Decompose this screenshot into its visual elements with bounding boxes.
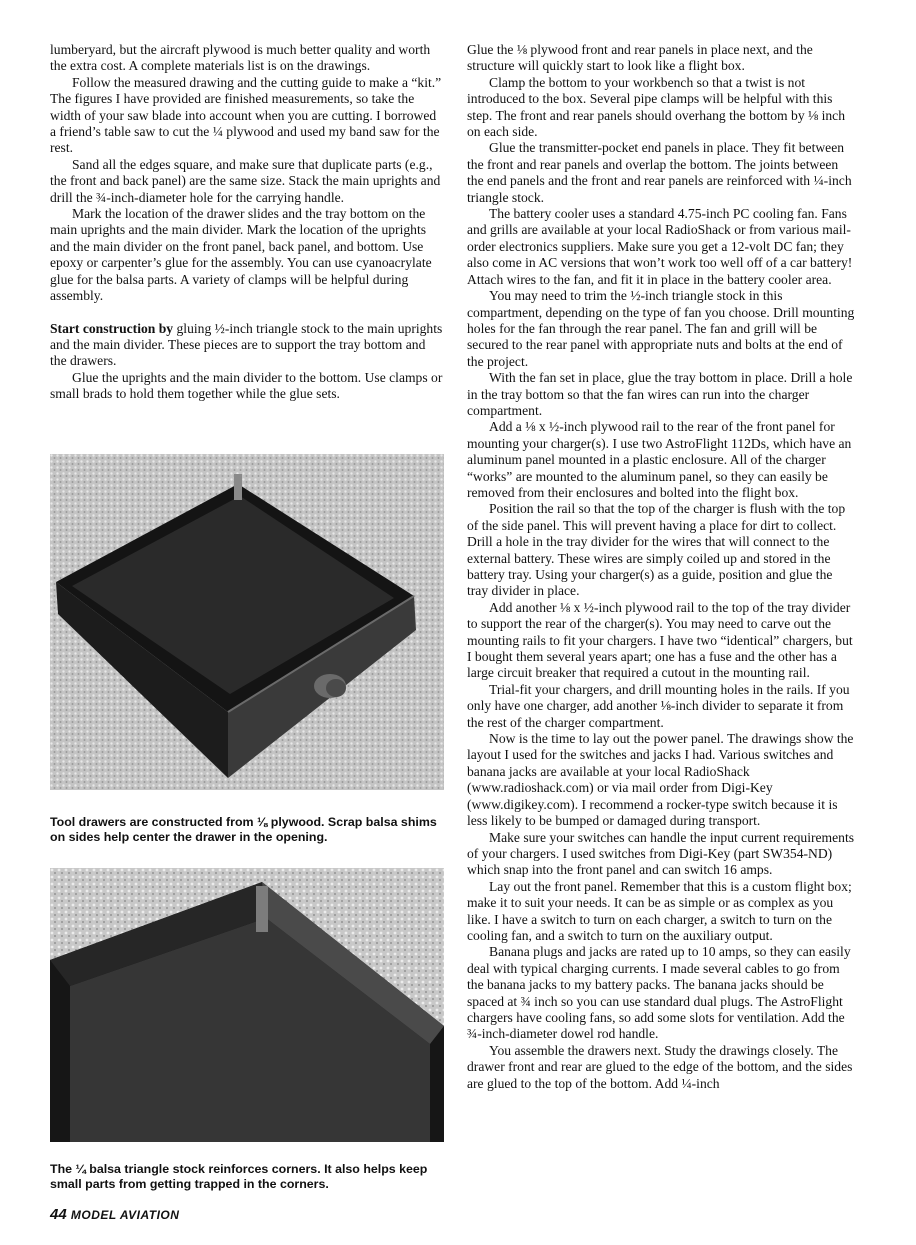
drawer-photo	[50, 454, 444, 790]
page-number: 44	[50, 1206, 67, 1223]
paragraph: Glue the ⅛ plywood front and rear panels in place next, and the structure will quickly start to look like a flight box.	[467, 42, 813, 74]
paragraph: Sand all the edges square, and make sure that duplicate parts (e.g., the front and back panel) are the same size. Stack the main uprights and drill the ¾-inch-diameter hole for the carrying handle.	[50, 156, 441, 205]
corner-photo	[50, 868, 444, 1142]
paragraph: Clamp the bottom to your workbench so that a twist is not introduced to the box. Several pipe clamps will be helpful with this step. The front and rear panels should overhang the bottom by ⅛ inch on each side.	[467, 74, 846, 140]
photo-caption: Tool drawers are constructed from ⅛ plywood. Scrap balsa shims on sides help center the drawer in the opening.	[50, 815, 437, 844]
paragraph: You assemble the drawers next. Study the drawings closely. The drawer front and rear are glued to the edge of the bottom, and the sides are glued to the top of the bottom. Add ¼-inch	[467, 1042, 853, 1091]
paragraph: With the fan set in place, glue the tray bottom in place. Drill a hole in the tray bottom so that the fan wires can run into the charger compartment.	[467, 370, 853, 418]
paragraph: lumberyard, but the aircraft plywood is much better quality and worth the extra cost. A complete materials list is on the drawings.	[50, 42, 431, 74]
photo-caption: The ¼ balsa triangle stock reinforces corners. It also helps keep small parts from getting trapped in the corners.	[50, 1162, 428, 1191]
paragraph: Glue the uprights and the main divider to the bottom. Use clamps or small brads to hold them together while the glue sets.	[50, 369, 443, 402]
paragraph: Banana plugs and jacks are rated up to 10 amps, so they can easily deal with typical charging currents. I made several cables to go from the banana jacks to my battery packs. The banana jacks should be spaced at ¾ inch so you can use standard dual plugs. The AstroFlight chargers have cooling fans, so add some slots for ventilation. Add the ¾-inch-diameter dowel rod handle.	[467, 944, 851, 1042]
paragraph: Trial-fit your chargers, and drill mounting holes in the rails. If you only have one charger, add another ⅛-inch divider to separate it from the rest of the charger compartment.	[467, 681, 850, 730]
magazine-name: MODEL AVIATION	[70, 1208, 180, 1222]
page-footer	[50, 1206, 179, 1223]
paragraph: Glue the transmitter-pocket end panels in place. They fit between the front and rear panels and overlap the bottom. The joints between the end panels and the front and rear panels are reinforced with ¼-inch triangle stock.	[467, 140, 852, 205]
paragraph: Make sure your switches can handle the input current requirements of your chargers. I used switches from Digi-Key (part SW354-ND) which snap into the front panel and can switch 16 amps.	[467, 829, 855, 878]
left-column	[50, 42, 445, 403]
paragraph: Lay out the front panel. Remember that this is a custom flight box; make it to suit your needs. It can be as simple or as complex as you like. I have a switch to turn on each charger, a switch to turn on the cooling fan, and a switch to turn on the auxiliary output.	[467, 878, 852, 943]
paragraph: Now is the time to lay out the power panel. The drawings show the layout I used for the switches and jacks I had. Various switches and banana jacks are available at your local RadioShack (www.radioshack.com) or via mail order from Digi-Key (www.digikey.com). I recommend a rocker-type switch because it is less likely to be bumped or damaged during transport.	[467, 731, 854, 829]
paragraph: Position the rail so that the top of the charger is flush with the top of the side panel. This will prevent having a place for dirt to collect. Drill a hole in the tray divider for the wires that will connect to the external battery. These wires are simply coiled up and stored in the battery tray. Using your charger(s) as a guide, position and glue the tray divider in place.	[467, 501, 846, 599]
run-in-heading: Start construction by	[50, 320, 174, 336]
paragraph: You may need to trim the ½-inch triangle stock in this compartment, depending on the type of fan you choose. Drill mounting holes for the fan through the rear panel. The fan and grill will be secured to the rear panel with appropriate nuts and bolts at the end of the project.	[467, 288, 855, 369]
paragraph: The battery cooler uses a standard 4.75-inch PC cooling fan. Fans and grills are available at your local RadioShack or from various mail-order electronics suppliers. Make sure you get a 12-volt DC fan; they also come in AC versions that won’t work too well off of a car battery! Attach wires to the fan, and fit it in place in the battery cooler area.	[467, 206, 853, 287]
paragraph: Add another ⅛ x ½-inch plywood rail to the top of the tray divider to support the rear of the charger(s). You may need to carve out the mounting rails to fit your chargers. I have two “identical” chargers, but I bought them several years apart; one has a fuse and the other has a large circuit breaker that required a cutout in the mounting rail.	[467, 599, 853, 681]
paragraph: Follow the measured drawing and the cutting guide to make a “kit.” The figures I have provided are finished measurements, so take the width of your saw blade into account when you are cutting. I borrowed a friend’s table saw to cut the ¼ plywood and used my band saw for the rest.	[50, 74, 442, 156]
heading-paragraph	[50, 321, 445, 370]
paragraph: Mark the location of the drawer slides and the tray bottom on the main uprights and the main divider. Mark the location of the uprights and the main divider on the front panel, back panel, and bottom. Use epoxy or carpenter’s glue for the assembly. You can use cyanoacrylate glue for the balsa parts. A variety of clamps will be helpful during assembly.	[50, 206, 432, 304]
paragraph-text: gluing ½-inch triangle stock to the main uprights and the main divider. These pieces are to support the tray bottom and the drawers.	[50, 320, 443, 369]
right-column	[467, 42, 855, 1092]
paragraph: Add a ⅛ x ½-inch plywood rail to the rear of the front panel for mounting your charger(s). I use two AstroFlight 112Ds, which have an aluminum panel mounted in a plastic enclosure. All of the charger “works” are mounted to the aluminum panel, so they can easily be removed from their enclosures and bolted into the flight box.	[467, 419, 852, 500]
